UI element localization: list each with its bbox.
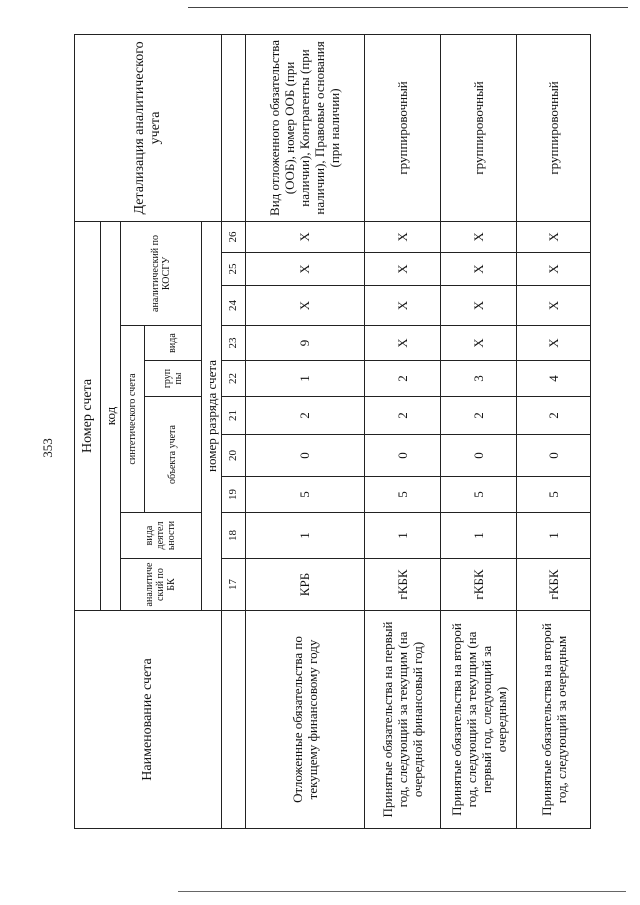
row-code-cell: 3 <box>441 361 517 397</box>
row-detail: группировочный <box>517 34 591 221</box>
digit-label: 26 <box>221 221 245 252</box>
bottom-rule <box>178 891 626 892</box>
digit-label: 17 <box>221 559 245 611</box>
row-account-name: Принятые обязательства на первый год, следующий за текущим (на очередной финансовый год) <box>364 611 440 829</box>
row-code-cell: гКБК <box>517 559 591 611</box>
header-analytical-bk: аналитиче ский по БК <box>120 559 201 611</box>
digit-label: 25 <box>221 253 245 286</box>
row-code-cell: 2 <box>441 397 517 435</box>
account-table-wrapper <box>74 35 591 829</box>
row-code-cell: X <box>364 221 440 252</box>
row-code-cell: 5 <box>517 477 591 513</box>
header-kind: вида <box>144 326 202 361</box>
digit-label: 19 <box>221 477 245 513</box>
row-code-cell: 2 <box>245 397 364 435</box>
table-row <box>245 34 364 828</box>
row-code-cell: гКБК <box>364 559 440 611</box>
row-code-cell: X <box>441 326 517 361</box>
row-code-cell: 5 <box>245 477 364 513</box>
row-code-cell: X <box>245 253 364 286</box>
row-code-cell: 1 <box>517 513 591 559</box>
header-account-object: объекта учета <box>144 397 202 513</box>
table-row <box>517 34 591 828</box>
header-account-name: Наименование счета <box>75 611 222 829</box>
row-code-cell: X <box>245 286 364 326</box>
account-table <box>74 34 591 829</box>
digit-label: 24 <box>221 286 245 326</box>
header-account-number: Номер счета <box>75 221 101 610</box>
row-code-cell: 0 <box>245 435 364 477</box>
row-code-cell: 5 <box>364 477 440 513</box>
header-group: груп пы <box>144 361 202 397</box>
row-code-cell: 0 <box>441 435 517 477</box>
row-code-cell: 1 <box>245 361 364 397</box>
top-rule <box>188 7 628 8</box>
row-account-name: Принятые обязательства на второй год, следующий за текущим (на первый год, следующий за очередным) <box>441 611 517 829</box>
row-code-cell: 2 <box>364 361 440 397</box>
row-code-cell: X <box>364 286 440 326</box>
row-account-name: Отложенные обязательства по текущему финансовому году <box>245 611 364 829</box>
header-activity-type: вида деятел ьности <box>120 513 201 559</box>
row-code-cell: КРБ <box>245 559 364 611</box>
table-row <box>364 34 440 828</box>
header-digit-number: номер разряда счета <box>202 221 222 610</box>
row-code-cell: 2 <box>364 397 440 435</box>
row-code-cell: X <box>517 326 591 361</box>
header-synthetic: синтетического счета <box>120 326 144 513</box>
row-code-cell: X <box>364 253 440 286</box>
empty-cell <box>221 34 245 221</box>
row-code-cell: X <box>517 221 591 252</box>
row-code-cell: X <box>441 253 517 286</box>
header-code: код <box>101 221 121 610</box>
page-number: 353 <box>40 438 55 458</box>
row-code-cell: X <box>441 286 517 326</box>
row-account-name: Принятые обязательства на второй год, следующий за очередным <box>517 611 591 829</box>
digit-label: 22 <box>221 361 245 397</box>
row-code-cell: 2 <box>517 397 591 435</box>
row-code-cell: 0 <box>364 435 440 477</box>
row-code-cell: X <box>364 326 440 361</box>
digit-label: 18 <box>221 513 245 559</box>
row-code-cell: 1 <box>441 513 517 559</box>
header-detail: Детализация аналитического учета <box>75 34 222 221</box>
empty-cell <box>221 611 245 829</box>
row-code-cell: 5 <box>441 477 517 513</box>
row-code-cell: X <box>441 221 517 252</box>
row-code-cell: гКБК <box>441 559 517 611</box>
digit-label: 23 <box>221 326 245 361</box>
table-row <box>441 34 517 828</box>
row-code-cell: 1 <box>245 513 364 559</box>
row-code-cell: X <box>517 253 591 286</box>
digit-number-row <box>221 34 245 828</box>
row-detail: группировочный <box>364 34 440 221</box>
row-code-cell: X <box>245 221 364 252</box>
row-detail: Вид отложенного обязательства (ООБ), номер ООБ (при наличии), Контрагенты (при наличии), Правовые основания (при наличии) <box>245 34 364 221</box>
row-code-cell: 1 <box>364 513 440 559</box>
row-code-cell: 4 <box>517 361 591 397</box>
row-code-cell: X <box>517 286 591 326</box>
digit-label: 21 <box>221 397 245 435</box>
header-analytical-kosgu: аналитический по КОСГУ <box>120 221 201 325</box>
digit-label: 20 <box>221 435 245 477</box>
row-code-cell: 9 <box>245 326 364 361</box>
row-detail: группировочный <box>441 34 517 221</box>
row-code-cell: 0 <box>517 435 591 477</box>
